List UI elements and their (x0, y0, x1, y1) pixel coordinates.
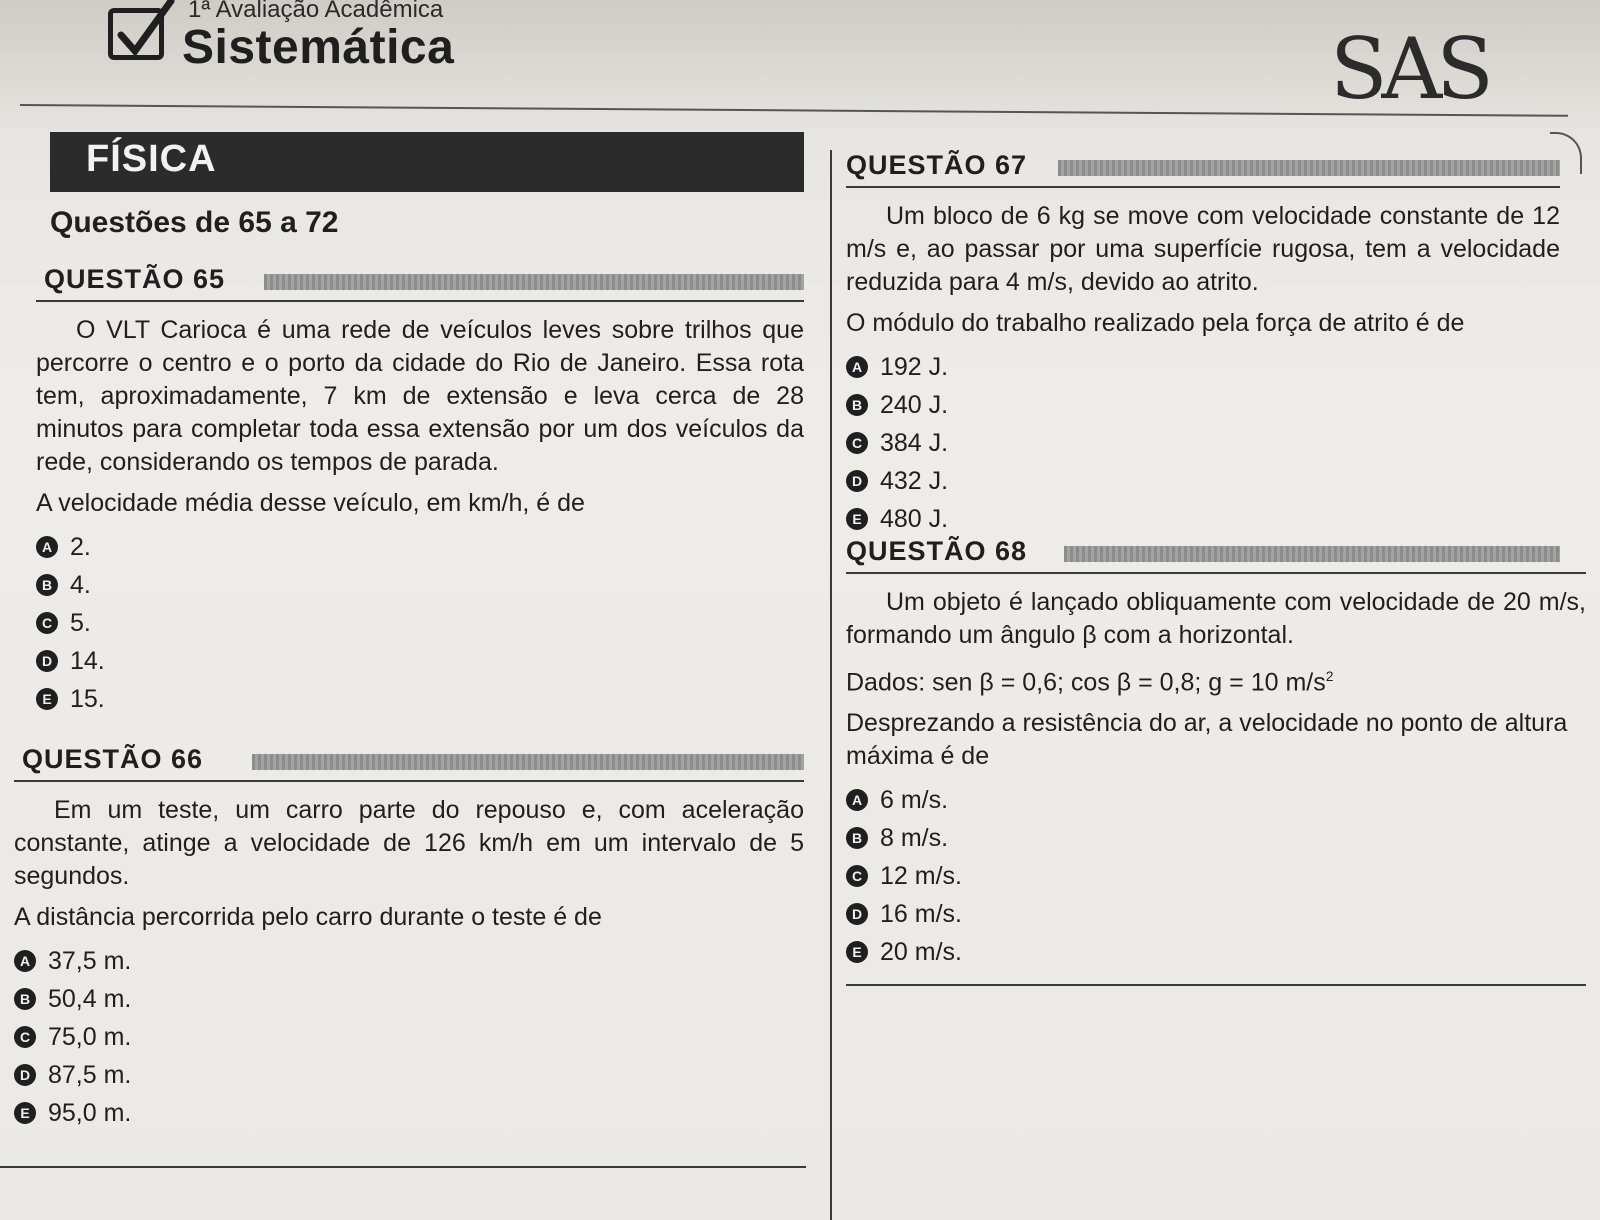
options-list (36, 528, 804, 718)
option-text: 87,5 m. (48, 1060, 132, 1089)
option-b[interactable] (846, 386, 1560, 424)
option-text: 5. (70, 608, 91, 637)
option-b[interactable] (14, 980, 804, 1018)
option-text: 4. (70, 570, 91, 599)
option-text: 2. (70, 532, 91, 561)
option-text: 95,0 m. (48, 1098, 132, 1127)
option-d[interactable] (36, 642, 804, 680)
option-a[interactable] (36, 528, 804, 566)
question-68 (846, 536, 1586, 971)
option-text: 384 J. (880, 428, 949, 457)
option-letter-badge: A (846, 356, 868, 378)
option-letter-badge: E (846, 941, 868, 963)
option-b[interactable] (36, 566, 804, 604)
question-66 (14, 744, 804, 1132)
question-text (14, 794, 804, 893)
option-e[interactable] (36, 680, 804, 718)
option-d[interactable] (14, 1056, 804, 1094)
option-a[interactable] (14, 942, 804, 980)
option-text: 50,4 m. (48, 984, 132, 1013)
option-letter-badge: E (14, 1102, 36, 1124)
header-rule (14, 780, 804, 782)
option-letter-badge: D (846, 903, 868, 925)
question-header (14, 744, 804, 782)
option-letter-badge: E (36, 688, 58, 710)
option-letter-badge: B (846, 827, 868, 849)
option-c[interactable] (846, 424, 1560, 462)
options-list (846, 348, 1560, 538)
header-stripe (1058, 160, 1560, 176)
option-b[interactable] (846, 819, 1586, 857)
question-title: QUESTÃO 67 (846, 150, 1028, 180)
question-title: QUESTÃO 68 (846, 536, 1028, 566)
data-exponent: 2 (1325, 668, 1334, 684)
option-letter-badge: B (14, 988, 36, 1010)
question-text-body: Um objeto é lançado obliquamente com velocidade de 20 m/s, formando um ângulo β com a horizontal. (846, 588, 1586, 649)
question-text-body: Em um teste, um carro parte do repouso e, com aceleração constante, atinge a velocidade de 126 km/h em um intervalo de 5 segundos. (14, 796, 804, 890)
option-text: 37,5 m. (48, 946, 132, 975)
range-title: Questões de 65 a 72 (50, 206, 339, 239)
option-text: 20 m/s. (880, 937, 962, 966)
option-letter-badge: C (846, 432, 868, 454)
question-67 (846, 150, 1560, 538)
question-text (846, 586, 1586, 652)
option-letter-badge: C (846, 865, 868, 887)
question-prompt: A distância percorrida pelo carro durante o teste é de (14, 903, 602, 931)
question-prompt: Desprezando a resistência do ar, a velocidade no ponto de altura máxima é de (846, 709, 1568, 771)
question-data (846, 660, 1586, 699)
question-65 (36, 264, 804, 718)
header-stripe (252, 754, 804, 770)
header-rule (36, 300, 804, 302)
option-letter-badge: D (14, 1064, 36, 1086)
option-c[interactable] (36, 604, 804, 642)
question-text (846, 200, 1560, 299)
option-e[interactable] (14, 1094, 804, 1132)
column-end-rule (846, 984, 1586, 986)
option-letter-badge: B (36, 574, 58, 596)
question-text (36, 314, 804, 479)
subject-title: FÍSICA (86, 138, 217, 180)
option-c[interactable] (846, 857, 1586, 895)
option-text: 8 m/s. (880, 823, 949, 852)
option-letter-badge: B (846, 394, 868, 416)
column-divider (830, 150, 832, 1220)
header (0, 0, 1600, 118)
option-letter-badge: A (846, 789, 868, 811)
option-text: 480 J. (880, 504, 949, 533)
option-text: 75,0 m. (48, 1022, 132, 1051)
option-letter-badge: D (36, 650, 58, 672)
question-text-body: Um bloco de 6 kg se move com velocidade constante de 12 m/s e, ao passar por uma superfície rugosa, tem a velocidade reduzida para 4 m/s, devido ao atrito. (846, 202, 1560, 296)
question-title: QUESTÃO 66 (22, 744, 204, 774)
header-rule (846, 572, 1586, 574)
option-letter-badge: E (846, 508, 868, 530)
question-prompt: A velocidade média desse veículo, em km/h, é de (36, 489, 585, 517)
header-rule (846, 186, 1560, 188)
option-letter-badge: A (14, 950, 36, 972)
option-letter-badge: D (846, 470, 868, 492)
options-list (846, 781, 1586, 971)
option-text: 240 J. (880, 390, 949, 419)
option-text: 15. (70, 684, 105, 713)
brand-title: Sistemática (182, 21, 455, 74)
column-end-rule (0, 1166, 806, 1168)
option-letter-badge: C (36, 612, 58, 634)
option-letter-badge: C (14, 1026, 36, 1048)
option-e[interactable] (846, 933, 1586, 971)
option-d[interactable] (846, 895, 1586, 933)
question-prompt: O módulo do trabalho realizado pela força de atrito é de (846, 309, 1465, 337)
question-text-body: O VLT Carioca é uma rede de veículos leves sobre trilhos que percorre o centro e o porto da cidade do Rio de Janeiro. Essa rota tem, aproximadamente, 7 km de extensão e leva cerca de 28 minutos para completar toda essa extensão por um dos veículos da rede, considerando os tempos de parada. (36, 316, 804, 476)
header-stripe (264, 274, 804, 290)
header-stripe (1064, 546, 1560, 562)
option-d[interactable] (846, 462, 1560, 500)
option-text: 6 m/s. (880, 785, 949, 814)
publisher-logo: SAS (1330, 20, 1488, 118)
question-title: QUESTÃO 65 (44, 264, 226, 294)
option-text: 192 J. (880, 352, 949, 381)
option-a[interactable] (846, 348, 1560, 386)
option-c[interactable] (14, 1018, 804, 1056)
option-a[interactable] (846, 781, 1586, 819)
option-text: 14. (70, 646, 105, 675)
subject-banner (50, 132, 804, 192)
option-e[interactable] (846, 500, 1560, 538)
question-header (36, 264, 804, 302)
question-header (846, 150, 1560, 188)
option-letter-badge: A (36, 536, 58, 558)
checkmark-logo-icon (108, 8, 164, 60)
option-text: 432 J. (880, 466, 949, 495)
question-header (846, 536, 1586, 574)
brand-subtitle: 1ª Avaliação Acadêmica (188, 0, 444, 23)
options-list (14, 942, 804, 1132)
option-text: 16 m/s. (880, 899, 962, 928)
data-line: Dados: sen β = 0,6; cos β = 0,8; g = 10 m/s (846, 668, 1326, 697)
option-text: 12 m/s. (880, 861, 962, 890)
